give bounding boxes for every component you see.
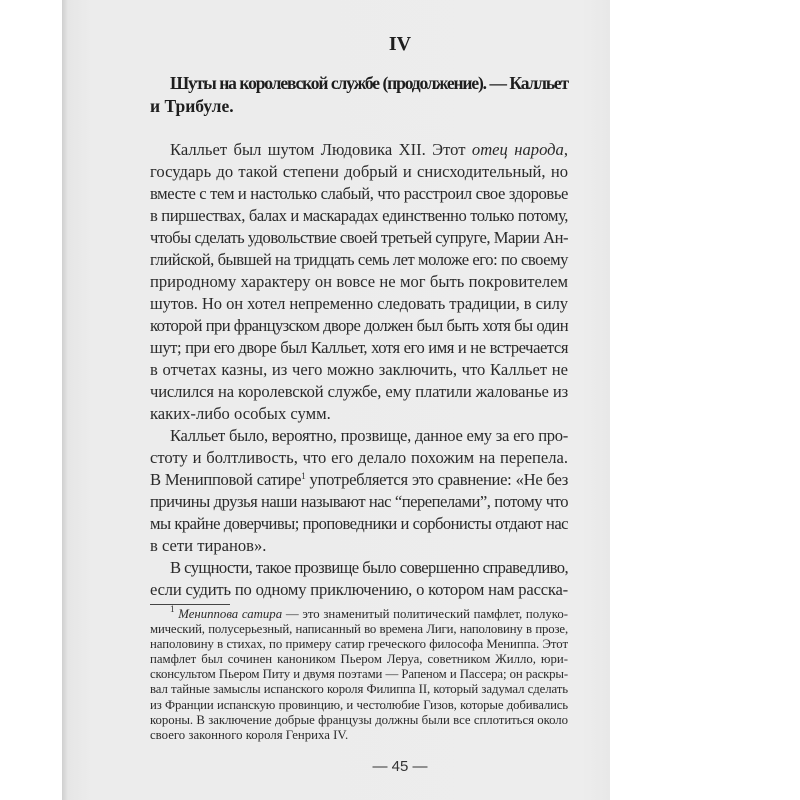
body-line: глийской, бывшей на тридцать семь лет моложе его: по своему — [150, 250, 568, 269]
footnote-line: из Франции испанскую провинцию, и честолюбие Гизов, которые добивались — [150, 697, 568, 712]
heading-line: и Трибуле. — [150, 96, 234, 116]
body-line: мы крайне доверчивы; проповедники и сорбонисты отдают нас — [150, 514, 568, 533]
heading-line: Шуты на королевской службе (продолжение). — Калльет — [170, 73, 568, 93]
body-line: В Менипповой сатире$^1$ употребляется это сравнение: «Не без — [150, 470, 568, 489]
body-line: шутов. Но он хотел непременно следовать традиции, в силу — [150, 294, 568, 313]
body-line: Калльет был шутом Людовика XII. Этот отец народа, — [170, 140, 568, 159]
body-line: вместе с тем и настолько слабый, что расстроил свое здоровье — [150, 184, 568, 203]
body-text — [150, 139, 568, 601]
body-line: в сети тиранов». — [150, 536, 267, 555]
body-line: государь до такой степени добрый и снисходительный, но — [150, 162, 568, 181]
chapter-number: IV — [388, 33, 412, 55]
body-line: шут; при его дворе был Калльет, хотя его имя и не встречается — [150, 338, 568, 357]
footnote-line: памфлет был сочинен каноником Пьером Леруа, советником Жилло, юри- — [150, 652, 568, 667]
footnote-line: сконсультом Пьером Питу и двумя поэтами — Рапеном и Пассера; он раскры- — [150, 667, 568, 682]
body-line: природному характеру он вовсе не мог быть покровителем — [150, 272, 568, 291]
body-line: если судить по одному приключению, о котором нам расска- — [150, 580, 568, 599]
chapter-heading — [150, 72, 568, 118]
body-line: стоту и болтливость, что его делало похожим на перепела. — [150, 448, 568, 467]
footnote-line: мический, полусерьезный, написанный во времена Лиги, наполовину в прозе, — [150, 622, 568, 637]
footnote — [150, 604, 568, 743]
footnote-line: своего законного короля Генриха IV. — [150, 727, 349, 742]
body-line: причины друзья наши называют нас “перепелами”, потому что — [150, 492, 568, 511]
body-line: каких-либо особых сумм. — [150, 404, 331, 423]
body-line: в отчетах казны, из чего можно заключить, что Калльет не — [150, 360, 568, 379]
body-line: числился на королевской службе, ему платили жалованье из — [150, 382, 568, 401]
body-line: Калльет было, вероятно, прозвище, данное ему за его про- — [170, 426, 568, 445]
footnote-divider — [150, 604, 230, 605]
body-line: в пиршествах, балах и маскарадах единственно только потому, — [150, 206, 568, 225]
footnote-line: короны. В заключение добрые французы должны были все сплотиться около — [150, 712, 568, 727]
body-line: В сущности, такое прозвище было совершенно справедливо, — [170, 558, 568, 577]
page-number: — 45 — — [372, 758, 428, 775]
footnote-line: наполовину в стихах, по примеру сатир греческого философа Мениппа. Этот — [150, 637, 568, 652]
footnote-ref: 1 — [301, 471, 306, 481]
body-line: чтобы сделать удовольствие своей третьей супруге, Марии Ан- — [150, 228, 568, 247]
footnote-line: вал тайные замыслы испанского короля Филиппа II, который задумал сделать — [150, 682, 568, 697]
footnote-line: $^1$ Мениппова сатира — это знаменитый политический памфлет, полуко- — [170, 604, 568, 621]
body-line: которой при французском дворе должен был быть хотя бы один — [150, 316, 568, 335]
